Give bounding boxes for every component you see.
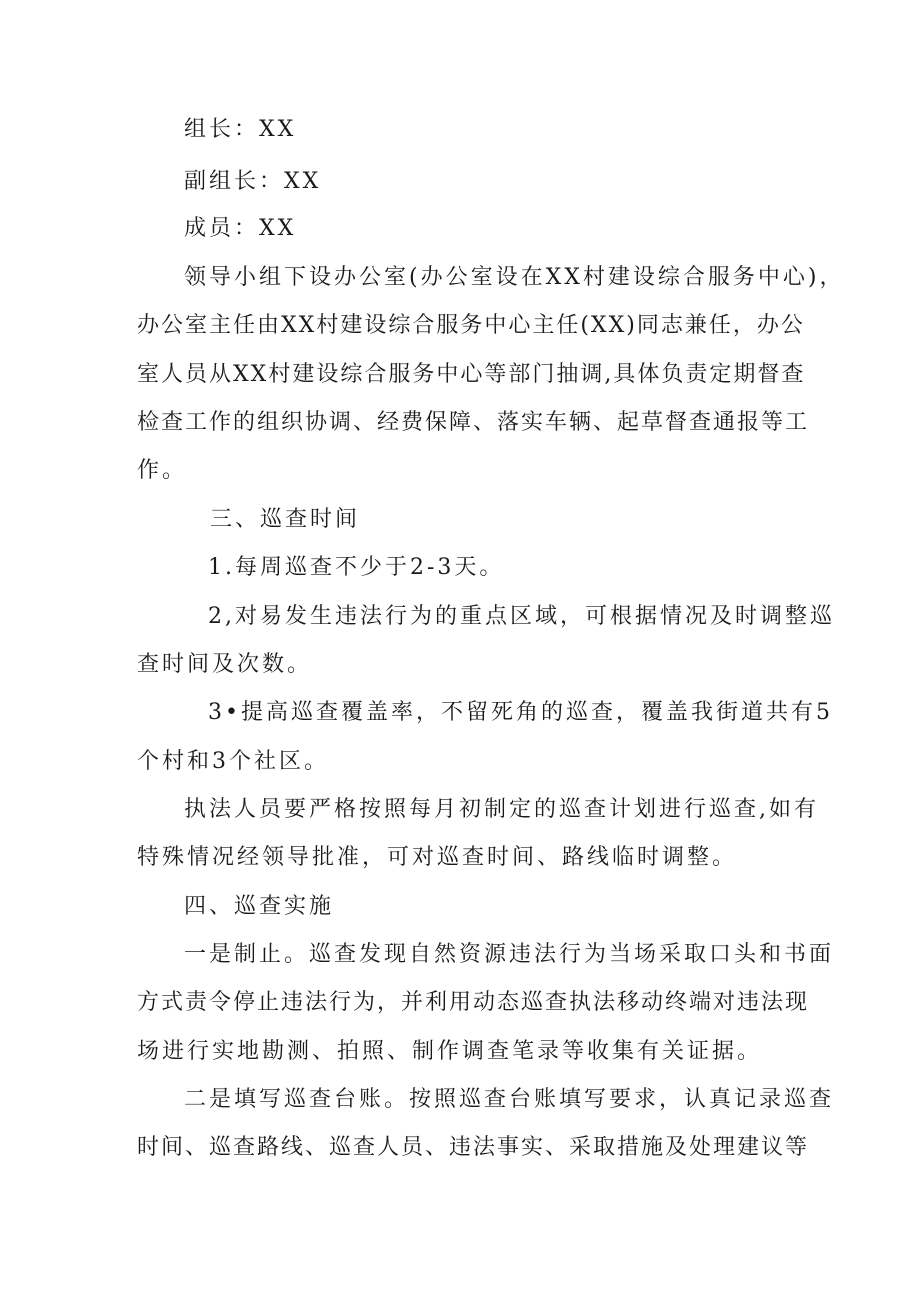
paragraph-line: 室人员从XX村建设综合服务中心等部门抽调,具体负责定期督查 bbox=[137, 362, 806, 387]
list-item-continuation: 个村和3个社区。 bbox=[137, 749, 329, 774]
paragraph-line: 作。 bbox=[137, 458, 188, 483]
paragraph-line: 领导小组下设办公室(办公室设在XX村建设综合服务中心)， bbox=[184, 265, 845, 290]
list-item: 2,对易发生违法行为的重点区域，可根据情况及时调整巡 bbox=[208, 604, 835, 629]
list-item-continuation: 查时间及次数。 bbox=[137, 652, 313, 677]
paragraph-line: 办公室主任由XX村建设综合服务中心主任(XX)同志兼任，办公 bbox=[137, 313, 805, 338]
paragraph-line: 二是填写巡查台账。按照巡查台账填写要求，认真记录巡查 bbox=[184, 1087, 835, 1112]
paragraph-line: 执法人员要严格按照每月初制定的巡查计划进行巡查,如有 bbox=[184, 797, 819, 822]
paragraph-line: 一是制止。巡查发现自然资源违法行为当场采取口头和书面 bbox=[184, 942, 835, 967]
leader-line: 组长：XX bbox=[184, 117, 297, 142]
members-line: 成员：XX bbox=[184, 216, 297, 241]
paragraph-line: 方式责令停止违法行为，并利用动态巡查执法移动终端对违法现 bbox=[137, 990, 810, 1015]
paragraph-line: 特殊情况经领导批准，可对巡查时间、路线临时调整。 bbox=[137, 845, 738, 870]
list-item: 3•提高巡查覆盖率，不留死角的巡查，覆盖我街道共有5 bbox=[208, 700, 833, 725]
section-heading: 四、巡查实施 bbox=[184, 894, 335, 919]
paragraph-line: 场进行实地勘测、拍照、制作调查笔录等收集有关证据。 bbox=[137, 1039, 763, 1064]
list-item: 1.每周巡查不少于2-3天。 bbox=[208, 555, 505, 580]
paragraph-line: 检查工作的组织协调、经费保障、落实车辆、起草督查通报等工 bbox=[137, 410, 810, 435]
section-heading: 三、巡查时间 bbox=[210, 507, 361, 532]
paragraph-line: 时间、巡查路线、巡查人员、违法事实、采取措施及处理建议等 bbox=[137, 1135, 810, 1160]
deputy-leader-line: 副组长：XX bbox=[184, 169, 322, 194]
